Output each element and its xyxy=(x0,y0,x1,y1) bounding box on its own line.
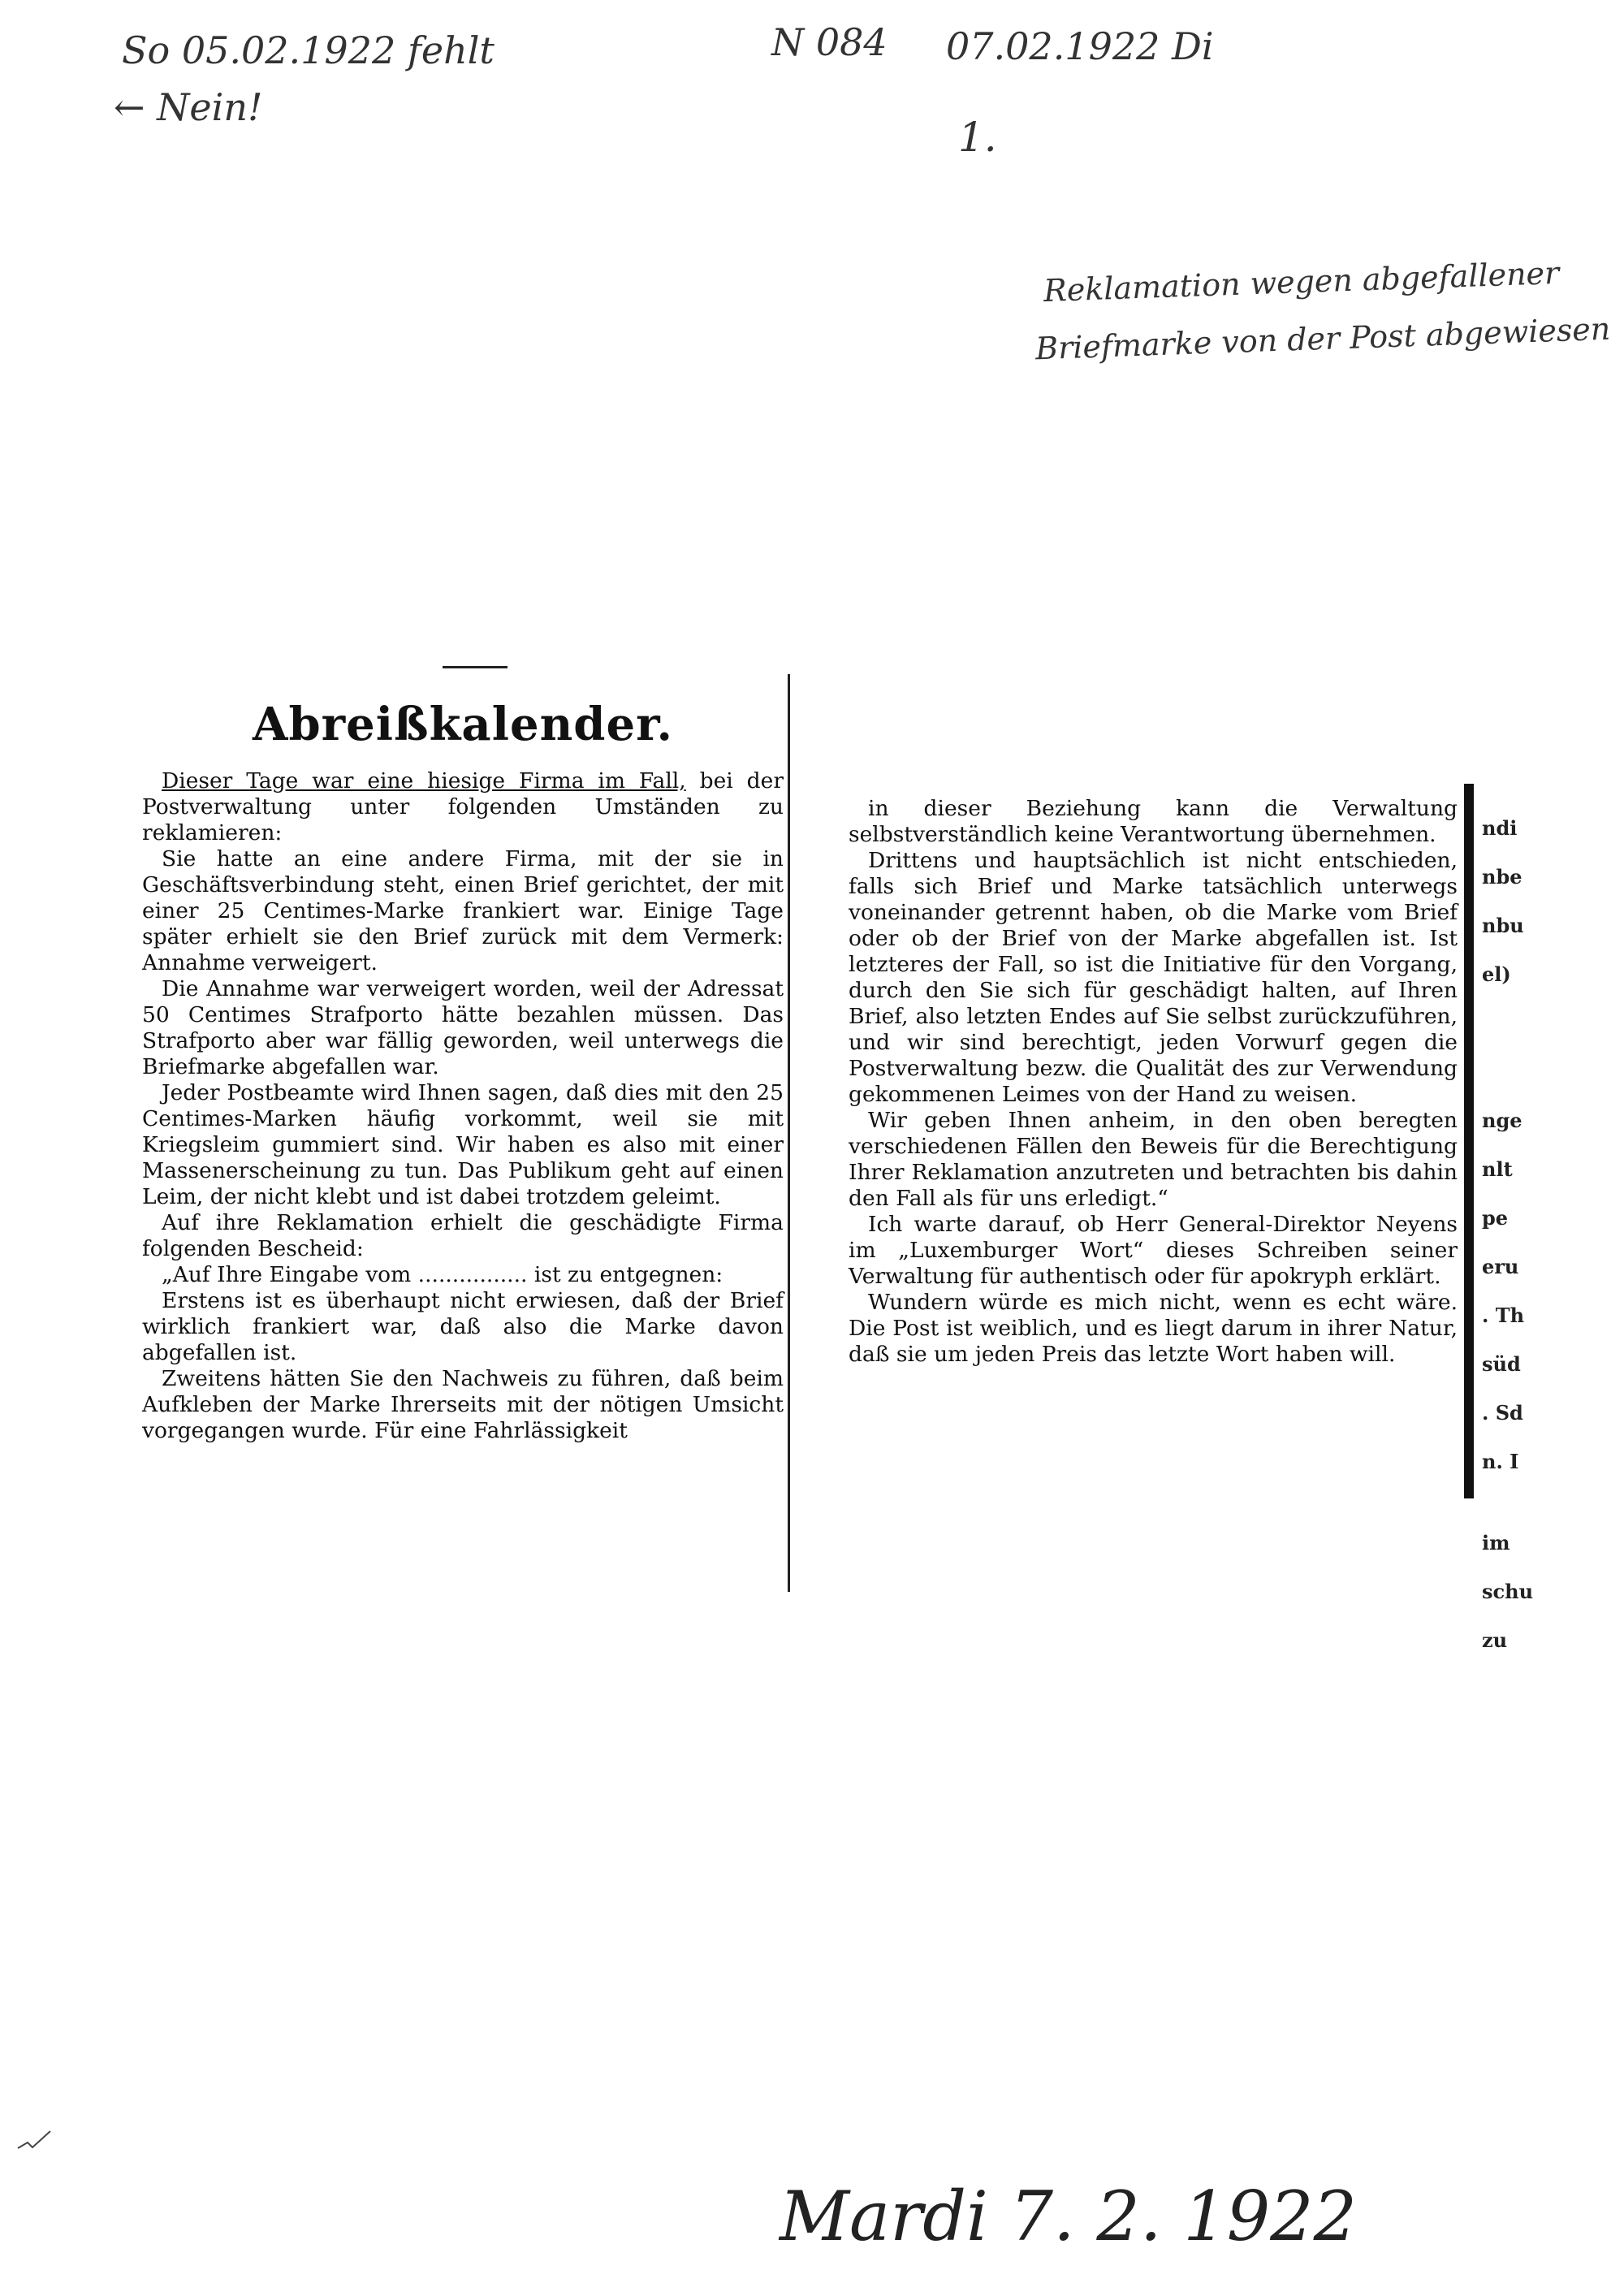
article-column-1 xyxy=(142,666,784,1444)
paragraph-text: Wir geben Ihnen anheim, in den oben beregten verschiedenen Fällen den Beweis für die Berechtigung Ihrer Reklamation anzutreten und betrachten bis dahin den Fall als für uns erledigt.“ xyxy=(849,1108,1458,1211)
fragment-text: nlt xyxy=(1482,1157,1513,1181)
fragment-text: . Sd xyxy=(1482,1401,1523,1425)
paragraph-text: Erstens ist es überhaupt nicht erwiesen, daß der Brief wirklich frankiert war, daß also die Marke davon abgefallen ist. xyxy=(142,1288,784,1365)
article-paragraph xyxy=(142,1080,784,1210)
newspaper-clipping xyxy=(142,666,1604,1652)
article-paragraph xyxy=(849,1108,1458,1212)
article-paragraph xyxy=(142,768,784,846)
handwritten-archive-number: N 084 xyxy=(771,20,888,64)
article-paragraph xyxy=(849,848,1458,1108)
fragment-text: schu xyxy=(1482,1580,1534,1603)
fragment-text: im xyxy=(1482,1531,1510,1554)
handwritten-summary-line-2: Briefmarke von der Post abgewiesen xyxy=(1034,310,1611,367)
article-paragraph xyxy=(142,1288,784,1366)
article-paragraph xyxy=(142,1366,784,1444)
fragment-text: pe xyxy=(1482,1206,1509,1230)
fragment-text: ndi xyxy=(1482,816,1518,840)
paragraph-text: bei der Postverwaltung unter folgenden Umständen zu reklamieren: xyxy=(142,768,784,845)
paragraph-text: in dieser Beziehung kann die Verwaltung selbstverständlich keine Verantwortung übernehmen. xyxy=(849,796,1458,847)
handwritten-date-bottom: Mardi 7. 2. 1922 xyxy=(780,2177,1358,2256)
paragraph-text: Drittens und hauptsächlich ist nicht entschieden, falls sich Brief und Marke tatsächlich unterwegs voneinander getrennt haben, ob die Marke vom Brief oder ob der Brief von der Marke abgefallen ist. Ist letzteres der Fall, so ist die Initiative für den Vorgang, durch den Sie sich für geschädigt halten, auf Ihren Brief, also letzten Endes auf Sie selbst zurückzuführen, und wir sind berechtigt, jeden Vorwurf gegen die Postverwaltung bezw. die Qualität des zur Verwendung gekommenen Leimes von der Hand zu weisen. xyxy=(849,848,1458,1107)
paragraph-text: Wundern würde es mich nicht, wenn es echt wäre. Die Post ist weiblich, und es liegt darum in ihrer Natur, daß sie um jeden Preis das letzte Wort haben will. xyxy=(849,1290,1458,1367)
fragment-text: nge xyxy=(1482,1109,1522,1132)
paragraph-text: Zweitens hätten Sie den Nachweis zu führen, daß beim Aufkleben der Marke Ihrerseits mit der nötigen Umsicht vorgegangen wurde. Für eine Fahrlässigkeit xyxy=(142,1366,784,1443)
column-divider xyxy=(788,674,790,1592)
handwritten-note-missing: So 05.02.1922 fehlt xyxy=(122,28,495,72)
article-paragraph xyxy=(142,1210,784,1262)
handwritten-date-top: 07.02.1922 Di xyxy=(946,24,1214,68)
paragraph-lead-underlined: Dieser Tage war eine hiesige Firma im Fall, xyxy=(162,768,686,793)
article-headline: Abreißkalender. xyxy=(253,698,673,751)
paragraph-text: „Auf Ihre Eingabe vom ................ ist zu entgegnen: xyxy=(162,1262,723,1287)
article-paragraph xyxy=(849,1290,1458,1368)
article-paragraph xyxy=(142,846,784,976)
paragraph-text: Ich warte darauf, ob Herr General-Direktor Neyens im „Luxemburger Wort“ dieses Schreiben seiner Verwaltung für authentisch oder für apokryph erklärt. xyxy=(849,1212,1458,1289)
scan-edge-bar xyxy=(1464,784,1474,1498)
paragraph-text: Jeder Postbeamte wird Ihnen sagen, daß dies mit den 25 Centimes-Marken häufig vorkommt, weil sie mit Kriegsleim gummiert sind. Wir haben es also mit einer Massenerscheinung zu tun. Das Publikum geht auf einen Leim, der nicht klebt und ist dabei trotzdem geleimt. xyxy=(142,1080,784,1209)
handwritten-summary-line-1: Reklamation wegen abgefallener xyxy=(1043,254,1560,309)
column-1-body xyxy=(142,768,784,1444)
paragraph-text: Die Annahme war verweigert worden, weil der Adressat 50 Centimes Strafporto hätte bezahlen müssen. Das Strafporto aber war fällig geworden, weil unterwegs die Briefmarke abgefallen war. xyxy=(142,976,784,1079)
fragment-text: n. I xyxy=(1482,1450,1519,1473)
handwritten-note-nein: ← Nein! xyxy=(114,85,263,129)
article-paragraph xyxy=(849,796,1458,848)
column-2-body xyxy=(849,796,1458,1368)
paragraph-text: Auf ihre Reklamation erhielt die geschädigte Firma folgenden Bescheid: xyxy=(142,1210,784,1261)
article-paragraph xyxy=(142,1262,784,1288)
paragraph-text: Sie hatte an eine andere Firma, mit der sie in Geschäftsverbindung steht, einen Brief gerichtet, der mit einer 25 Centimes-Marke frankiert war. Einige Tage später erhielt sie den Brief zurück mit dem Vermerk: Annahme verweigert. xyxy=(142,846,784,975)
handwritten-page-number: 1. xyxy=(958,114,997,161)
fragment-text: nbe xyxy=(1482,865,1522,889)
fragment-text: zu xyxy=(1482,1628,1508,1652)
article-column-2 xyxy=(849,796,1458,1368)
pencil-tick-icon xyxy=(16,2128,53,2152)
fragment-text: el) xyxy=(1482,962,1511,986)
fragment-text: süd xyxy=(1482,1352,1521,1376)
fragment-text: nbu xyxy=(1482,914,1524,937)
fragment-text: eru xyxy=(1482,1255,1519,1278)
fragment-text: . Th xyxy=(1482,1304,1525,1327)
article-paragraph xyxy=(142,976,784,1080)
article-paragraph xyxy=(849,1212,1458,1290)
adjacent-column-fragment xyxy=(1458,784,1596,2181)
